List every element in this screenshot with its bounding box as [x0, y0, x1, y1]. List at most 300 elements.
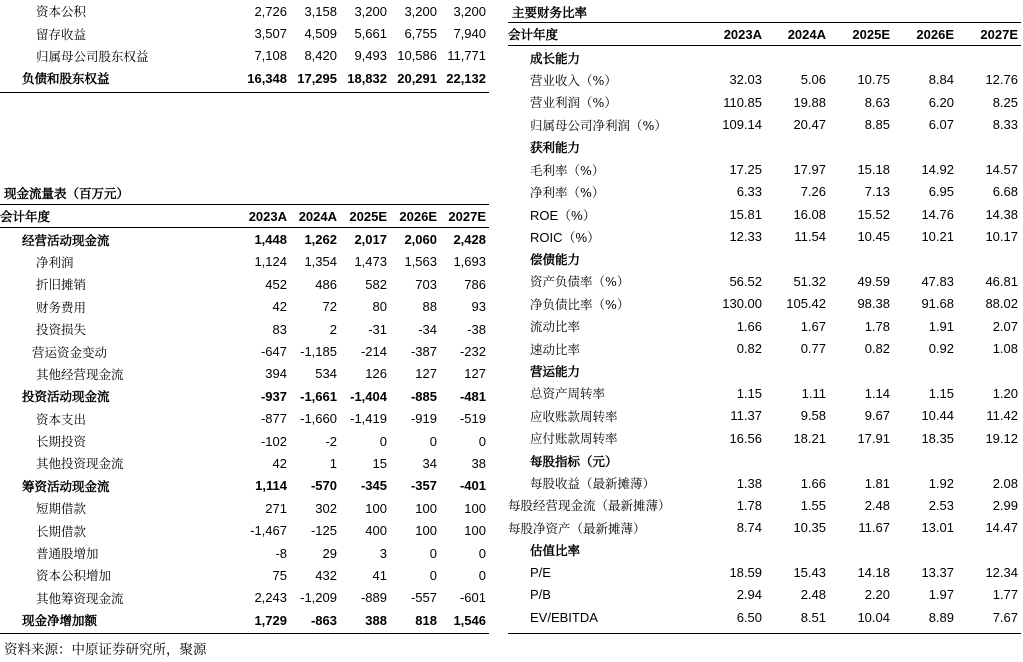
value-cell: -125	[310, 523, 337, 539]
value-cell: 400	[365, 523, 387, 539]
ratios-bottom-rule	[508, 633, 1021, 634]
value-cell: 7.13	[864, 184, 890, 200]
value-cell: 10.17	[985, 229, 1018, 245]
table-row	[0, 452, 489, 474]
value-cell: 17.97	[793, 162, 826, 178]
value-cell: 14.18	[857, 565, 890, 581]
value-cell: 91.68	[921, 296, 954, 312]
value-cell: -889	[360, 590, 387, 606]
ratios-table	[508, 22, 1021, 629]
value-cell: 18.59	[729, 565, 762, 581]
value-cell: 1.92	[928, 475, 954, 491]
value-cell: 534	[315, 366, 337, 382]
value-cell: 14.76	[921, 206, 954, 222]
table-row	[508, 293, 1021, 315]
value-cell: 394	[265, 366, 287, 382]
value-cell: 1.66	[736, 318, 762, 334]
value-cell: 12.34	[985, 565, 1018, 581]
value-cell: -387	[410, 344, 437, 360]
row-label: 净利润	[36, 254, 74, 270]
cashflow-title: 现金流量表（百万元）	[4, 186, 130, 201]
table-row	[508, 158, 1021, 180]
value-cell: 1.11	[801, 385, 826, 401]
value-cell: -31	[368, 321, 387, 337]
section-label: 每股指标（元）	[530, 453, 618, 469]
table-row	[0, 385, 489, 407]
value-cell: 1.97	[928, 587, 954, 603]
value-cell: -232	[459, 344, 486, 360]
table-row	[0, 363, 489, 385]
value-cell: 1.38	[736, 475, 762, 491]
value-cell: 2.53	[928, 497, 954, 513]
value-cell: 1.66	[800, 475, 826, 491]
value-cell: 10.04	[857, 609, 890, 625]
value-cell: 2.48	[864, 497, 890, 513]
table-row	[508, 584, 1021, 606]
row-label: 长期投资	[36, 434, 87, 450]
value-cell: 582	[365, 276, 387, 292]
table-row	[508, 69, 1021, 91]
value-cell: 38	[471, 455, 486, 471]
value-cell: 8.84	[928, 72, 954, 88]
value-cell: -1,185	[300, 344, 337, 360]
header-label: 会计年度	[508, 23, 701, 46]
value-cell: 11.67	[858, 520, 890, 536]
value-cell: 7.67	[992, 609, 1018, 625]
value-cell: 7,940	[453, 26, 486, 42]
value-cell: 3,200	[404, 3, 437, 19]
value-cell: 5.06	[800, 72, 826, 88]
row-label: 留存收益	[36, 26, 87, 42]
year-header: 2026E	[893, 23, 957, 46]
value-cell: -2	[325, 433, 337, 449]
value-cell: 0.77	[800, 341, 826, 357]
value-cell: 1.67	[800, 318, 826, 334]
row-label: 短期借款	[36, 501, 87, 517]
value-cell: 6.20	[928, 94, 954, 110]
table-row	[508, 606, 1021, 628]
value-cell: -38	[467, 321, 486, 337]
ratios-header-row	[508, 23, 1021, 46]
value-cell: 100	[464, 500, 486, 516]
section-label: 营运能力	[530, 364, 581, 380]
table-row	[0, 587, 489, 609]
section-label: 成长能力	[530, 50, 581, 66]
value-cell: 15.18	[857, 162, 890, 178]
table-row	[0, 430, 489, 452]
value-cell: 32.03	[729, 72, 762, 88]
row-label: 归属母公司净利润（%）	[530, 117, 667, 133]
value-cell: 20.47	[793, 117, 826, 133]
value-cell: 1.15	[736, 385, 762, 401]
row-label: 流动比率	[530, 319, 581, 335]
row-label: 净利率（%）	[530, 184, 605, 200]
year-header: 2025E	[340, 205, 390, 228]
cashflow-bottom-rule	[0, 633, 489, 634]
value-cell: 8.85	[864, 117, 890, 133]
value-cell: 818	[415, 612, 437, 628]
year-header: 2026E	[390, 205, 440, 228]
value-cell: 46.81	[985, 273, 1018, 289]
value-cell: -1,660	[300, 411, 337, 427]
table-row	[0, 609, 489, 631]
section-row	[508, 136, 1021, 158]
table-row	[508, 494, 1021, 516]
value-cell: 2	[329, 321, 337, 337]
value-cell: 7,108	[254, 48, 287, 64]
section-label: 估值比率	[530, 543, 581, 559]
value-cell: 8,420	[304, 48, 337, 64]
value-cell: 0	[478, 433, 486, 449]
row-label: 经营活动现金流	[22, 232, 110, 248]
row-label: 其他经营现金流	[36, 366, 124, 382]
row-label: 毛利率（%）	[530, 162, 605, 178]
value-cell: 1	[329, 455, 337, 471]
value-cell: 302	[315, 500, 337, 516]
value-cell: 1.08	[992, 341, 1018, 357]
value-cell: -357	[410, 478, 437, 494]
value-cell: 3,507	[254, 26, 287, 42]
value-cell: 72	[322, 299, 337, 315]
value-cell: 8.74	[736, 520, 762, 536]
value-cell: 2.48	[800, 587, 826, 603]
table-row	[0, 497, 489, 519]
value-cell: 11.42	[986, 408, 1018, 424]
value-cell: 2,428	[453, 232, 486, 248]
value-cell: 17,295	[297, 70, 337, 86]
value-cell: 786	[464, 276, 486, 292]
value-cell: -34	[418, 321, 437, 337]
row-label: P/E	[530, 565, 551, 581]
table-row	[508, 405, 1021, 427]
balance-sheet-tail	[0, 0, 489, 90]
value-cell: 93	[471, 299, 486, 315]
value-cell: 2.20	[864, 587, 890, 603]
row-label: ROIC（%）	[530, 230, 601, 246]
value-cell: -557	[410, 590, 437, 606]
row-label: ROE（%）	[530, 207, 596, 223]
value-cell: 2.07	[992, 318, 1018, 334]
table-row	[508, 472, 1021, 494]
value-cell: 0	[429, 545, 437, 561]
value-cell: 0	[429, 433, 437, 449]
row-label: 速动比率	[530, 341, 581, 357]
table-row	[508, 561, 1021, 583]
row-label: 营业收入（%）	[530, 72, 617, 88]
value-cell: 15.52	[857, 206, 890, 222]
value-cell: 10.45	[857, 229, 890, 245]
row-label: 每股净资产（最新摊薄）	[508, 520, 646, 536]
value-cell: 42	[272, 299, 287, 315]
table-row	[0, 408, 489, 430]
year-header: 2027E	[440, 205, 489, 228]
row-label: 营运资金变动	[32, 344, 108, 360]
row-label: 净负债比率（%）	[530, 296, 630, 312]
value-cell: 2,060	[404, 232, 437, 248]
value-cell: 80	[372, 299, 387, 315]
section-label: 获利能力	[530, 140, 581, 156]
value-cell: 6,755	[404, 26, 437, 42]
table-row	[0, 564, 489, 586]
value-cell: 100	[415, 500, 437, 516]
value-cell: 9.58	[800, 408, 826, 424]
value-cell: -1,467	[250, 523, 287, 539]
table-row	[508, 270, 1021, 292]
table-row	[0, 45, 489, 67]
value-cell: 41	[372, 567, 387, 583]
table-row	[0, 318, 489, 340]
table-row	[508, 181, 1021, 203]
row-label: 现金净增加额	[22, 613, 98, 629]
row-label: 投资活动现金流	[22, 389, 110, 405]
value-cell: 13.37	[921, 565, 954, 581]
section-row	[508, 248, 1021, 270]
value-cell: 1.78	[736, 497, 762, 513]
value-cell: 432	[315, 567, 337, 583]
value-cell: 18,832	[347, 70, 387, 86]
value-cell: 1.15	[928, 385, 954, 401]
value-cell: 3,158	[304, 3, 337, 19]
value-cell: 2.99	[992, 497, 1018, 513]
value-cell: 11.37	[730, 408, 762, 424]
row-label: 财务费用	[36, 299, 87, 315]
cashflow-table	[0, 204, 489, 631]
value-cell: 47.83	[921, 273, 954, 289]
value-cell: -919	[410, 411, 437, 427]
year-header: 2027E	[957, 23, 1021, 46]
row-label: 长期借款	[36, 523, 87, 539]
value-cell: 1.77	[992, 587, 1018, 603]
value-cell: 12.76	[985, 72, 1018, 88]
table-row	[508, 337, 1021, 359]
row-label: EV/EBITDA	[530, 609, 598, 625]
value-cell: -937	[260, 388, 287, 404]
table-row	[0, 542, 489, 564]
row-label: P/B	[530, 587, 551, 603]
section-row	[508, 360, 1021, 382]
value-cell: 388	[365, 612, 387, 628]
row-label: 应付账款周转率	[530, 431, 618, 447]
table-row	[0, 22, 489, 44]
value-cell: 22,132	[446, 70, 486, 86]
value-cell: 29	[322, 545, 337, 561]
value-cell: 6.07	[928, 117, 954, 133]
row-label: 投资损失	[36, 322, 87, 338]
value-cell: 3,200	[453, 3, 486, 19]
year-header: 2024A	[290, 205, 340, 228]
value-cell: 88.02	[985, 296, 1018, 312]
table-row	[508, 91, 1021, 113]
value-cell: 14.47	[985, 520, 1018, 536]
value-cell: -601	[459, 590, 486, 606]
value-cell: 0.82	[864, 341, 890, 357]
value-cell: 1.91	[928, 318, 954, 334]
value-cell: 1,729	[254, 612, 287, 628]
year-header: 2023A	[701, 23, 765, 46]
value-cell: 127	[464, 366, 486, 382]
value-cell: -519	[459, 411, 486, 427]
row-label: 折旧摊销	[36, 277, 87, 293]
value-cell: 2.94	[736, 587, 762, 603]
value-cell: -345	[360, 478, 387, 494]
value-cell: -570	[310, 478, 337, 494]
value-cell: 486	[315, 276, 337, 292]
value-cell: 13.01	[921, 520, 954, 536]
table-row	[508, 382, 1021, 404]
table-row	[0, 519, 489, 541]
table-row	[0, 340, 489, 362]
value-cell: 271	[265, 500, 287, 516]
value-cell: 42	[272, 455, 287, 471]
value-cell: 6.33	[736, 184, 762, 200]
value-cell: -8	[275, 545, 287, 561]
value-cell: 1,473	[354, 254, 387, 270]
value-cell: 10.35	[793, 520, 826, 536]
row-label: 应收账款周转率	[530, 408, 618, 424]
value-cell: 16,348	[247, 70, 287, 86]
row-label: 资产负债率（%）	[530, 274, 630, 290]
row-label: 资本支出	[36, 411, 87, 427]
section-row	[508, 449, 1021, 471]
value-cell: 0	[379, 433, 387, 449]
row-label: 资本公积增加	[36, 568, 112, 584]
value-cell: 11.54	[794, 229, 826, 245]
value-cell: 0.82	[736, 341, 762, 357]
value-cell: 19.88	[793, 94, 826, 110]
table-row	[0, 228, 489, 251]
value-cell: 14.92	[921, 162, 954, 178]
table-row	[0, 296, 489, 318]
year-header: 2023A	[240, 205, 290, 228]
ratios-panel	[508, 22, 1021, 629]
value-cell: 9.67	[864, 408, 890, 424]
value-cell: -1,209	[300, 590, 337, 606]
value-cell: 17.25	[729, 162, 762, 178]
value-cell: 0	[429, 567, 437, 583]
table-row	[508, 203, 1021, 225]
value-cell: 18.21	[793, 430, 826, 446]
section-row	[508, 46, 1021, 69]
value-cell: 452	[265, 276, 287, 292]
value-cell: 15.43	[793, 565, 826, 581]
value-cell: 14.38	[985, 206, 1018, 222]
value-cell: 1,124	[254, 254, 287, 270]
value-cell: -877	[260, 411, 287, 427]
row-label: 资本公积	[36, 4, 87, 20]
value-cell: 10.21	[921, 229, 954, 245]
value-cell: 100	[464, 523, 486, 539]
value-cell: -102	[260, 433, 287, 449]
value-cell: 10.44	[921, 408, 954, 424]
table-row	[508, 517, 1021, 539]
cashflow-header-row	[0, 205, 489, 228]
value-cell: 1,262	[304, 232, 337, 248]
value-cell: 8.63	[864, 94, 890, 110]
value-cell: -401	[459, 478, 486, 494]
section-label: 偿债能力	[530, 252, 581, 268]
value-cell: 127	[415, 366, 437, 382]
year-header: 2024A	[765, 23, 829, 46]
value-cell: 56.52	[729, 273, 762, 289]
value-cell: 14.57	[985, 162, 1018, 178]
row-label: 总资产周转率	[530, 386, 606, 402]
value-cell: 1,546	[453, 612, 486, 628]
value-cell: 5,661	[354, 26, 387, 42]
value-cell: 83	[272, 321, 287, 337]
ratios-title: 主要财务比率	[512, 5, 588, 20]
value-cell: 88	[422, 299, 437, 315]
year-header: 2025E	[829, 23, 893, 46]
value-cell: 703	[415, 276, 437, 292]
value-cell: 2,243	[254, 590, 287, 606]
value-cell: 15.81	[729, 206, 762, 222]
table-row	[508, 226, 1021, 248]
value-cell: -647	[260, 344, 287, 360]
table-row	[508, 427, 1021, 449]
value-cell: -1,419	[350, 411, 387, 427]
value-cell: 130.00	[722, 296, 762, 312]
balance-table	[0, 0, 489, 90]
value-cell: 16.56	[729, 430, 762, 446]
table-row	[0, 251, 489, 273]
value-cell: 49.59	[857, 273, 890, 289]
value-cell: 1,354	[304, 254, 337, 270]
value-cell: 8.25	[992, 94, 1018, 110]
value-cell: 6.68	[992, 184, 1018, 200]
value-cell: 6.95	[928, 184, 954, 200]
table-row	[0, 475, 489, 497]
value-cell: 20,291	[397, 70, 437, 86]
value-cell: 2.08	[992, 475, 1018, 491]
row-label: 其他投资现金流	[36, 456, 124, 472]
row-label: 营业利润（%）	[530, 95, 617, 111]
value-cell: 8.89	[928, 609, 954, 625]
value-cell: 34	[422, 455, 437, 471]
table-row	[0, 273, 489, 295]
value-cell: -1,661	[300, 388, 337, 404]
value-cell: 8.51	[800, 609, 826, 625]
value-cell: -885	[410, 388, 437, 404]
value-cell: 105.42	[786, 296, 826, 312]
value-cell: 15	[372, 455, 387, 471]
row-label: 每股收益（最新摊薄）	[530, 476, 656, 491]
value-cell: 98.38	[857, 296, 890, 312]
value-cell: -481	[459, 388, 486, 404]
value-cell: 3,200	[354, 3, 387, 19]
value-cell: 2,017	[354, 232, 387, 248]
value-cell: 19.12	[985, 430, 1018, 446]
value-cell: 1.14	[864, 385, 890, 401]
value-cell: -214	[360, 344, 387, 360]
value-cell: 100	[365, 500, 387, 516]
value-cell: 0	[478, 567, 486, 583]
value-cell: -1,404	[350, 388, 387, 404]
balance-bottom-rule	[0, 92, 489, 93]
value-cell: 12.33	[729, 229, 762, 245]
value-cell: 18.35	[921, 430, 954, 446]
row-label: 普通股增加	[36, 546, 99, 562]
value-cell: 8.33	[992, 117, 1018, 133]
value-cell: 0	[478, 545, 486, 561]
value-cell: 2,726	[254, 3, 287, 19]
table-row	[0, 0, 489, 22]
value-cell: -863	[310, 612, 337, 628]
value-cell: 11,771	[447, 48, 486, 64]
row-label: 归属母公司股东权益	[36, 48, 149, 64]
table-row	[508, 114, 1021, 136]
value-cell: 1,563	[404, 254, 437, 270]
value-cell: 1.20	[992, 385, 1018, 401]
